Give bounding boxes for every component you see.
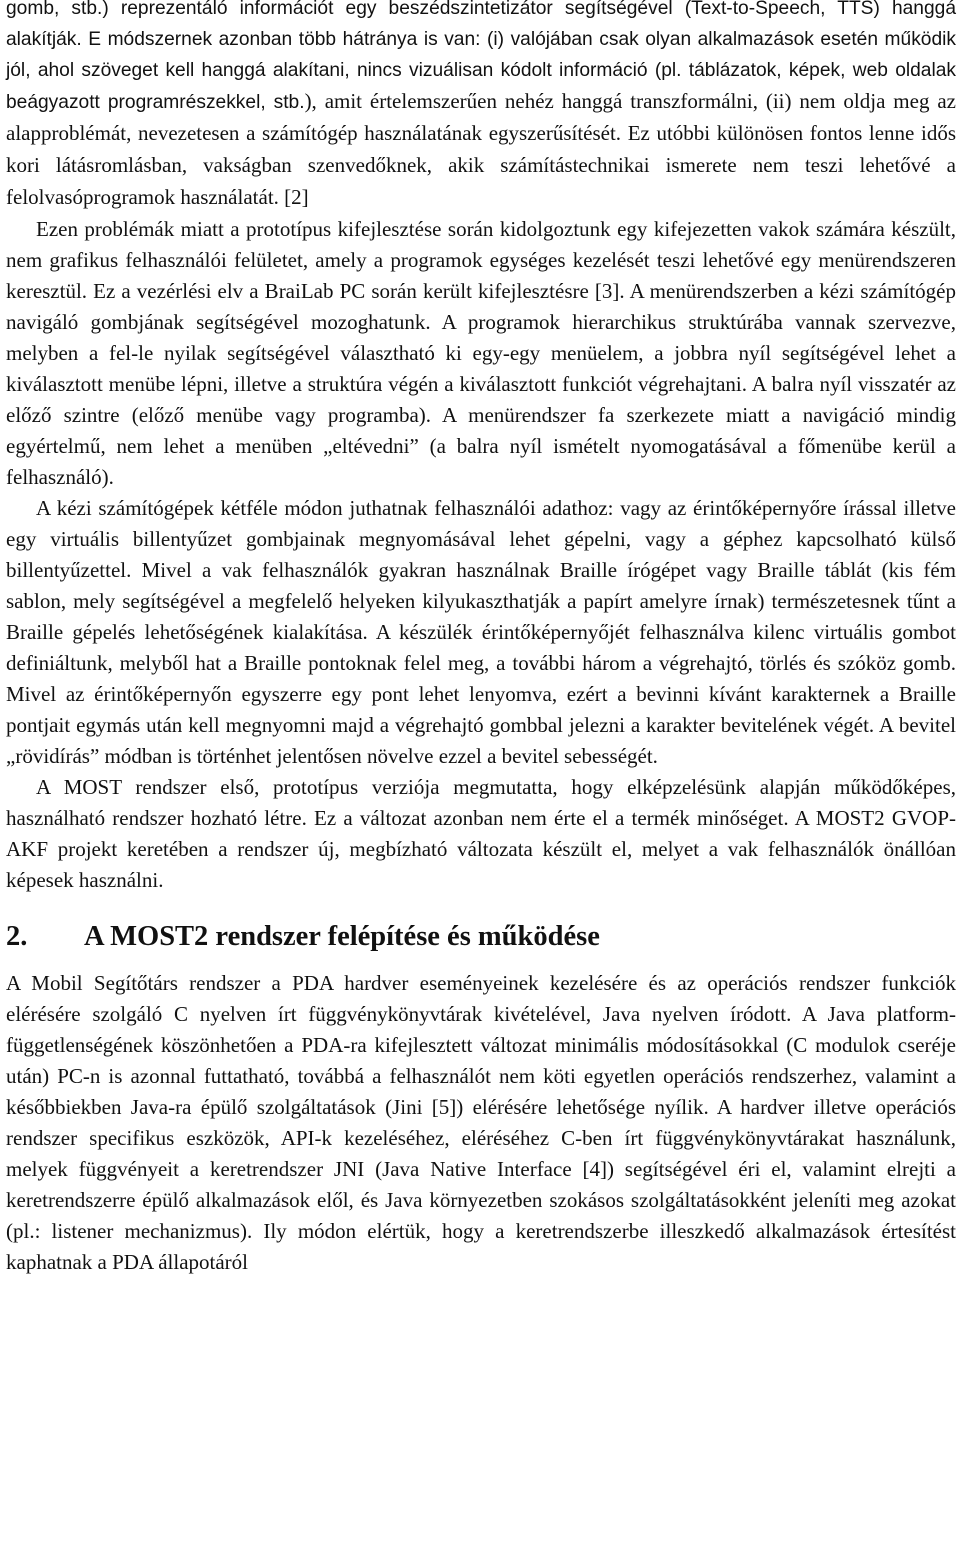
section-heading [6,920,956,954]
section-number: 2. [6,921,28,952]
paragraph-tts-drawbacks-part-2: ), amit értelemszerűen nehéz hanggá transzformálni, (ii) nem oldja meg az alapproblémát, nevezetesen a számítógép használatának egyszerűsítését. [6,89,956,145]
paragraph-tts-drawbacks-part-1: gomb, stb.) reprezentáló információt egy beszédszintetizátor segítségével (Text-to-Speech, TTS) hanggá alakítják. E módszernek azonban több hátránya is van: (i) valójában csak olyan alkalmazások esetén működik jól, ahol szöveget kell hanggá alakítani, nincs vizuálisan kódolt információ (pl. táblázatok, képek, web oldalak beágyazott programrészekkel, stb. [6,0,956,113]
paragraph-tts-drawbacks-part-3: Ez utóbbi különösen fontos lenne idős kori látásromlásban, vakságban szenvedőknek, akik számítástechnikai ismerete nem teszi lehetővé a felolvasóprogramok használatát. [2] [6,121,956,209]
paragraph-most-prototype: A MOST rendszer első, prototípus verziója megmutatta, hogy elképzelésünk alapján működőképes, használható rendszer hozható létre. Ez a változat azonban nem érte el a termék minőséget. A MOST2 GVOP-AKF projekt keretében a rendszer új, megbízható változata készült el, melyet a vak felhasználók önállóan képesek használni. [6,775,956,892]
paragraph-braille-input: A kézi számítógépek kétféle módon juthatnak felhasználói adathoz: vagy az érintőképernyőre írással illetve egy virtuális billentyűzet gombjainak megnyomásával lehet gépelni, vagy a géphez kapcsolható külső billentyűzettel. Mivel a vak felhasználók gyakran használnak Braille írógépet vagy Braille táblát (kis fém sablon, mely segítségével a megfelelő helyeken kilyukaszthatják a papírt amelyre írnak) természetesnek tűnt a Braille gépelés lehetőségének kialakítása. A készülék érintőképernyőjét felhasználva kilenc virtuális gombot definiáltunk, melyből hat a Braille pontoknak felel meg, a további három a végrehajtó, törlés és szóköz gomb. Mivel az érintőképernyőn egyszerre egy pont lehet lenyomva, ezért a bevinni kívánt karakternek a Braille pontjait egymás után kell megnyomni majd a végrehajtó gombbal jelezni a karakter bevitelének végét. A bevitel „rövidírás” módban is történhet jelentősen növelve ezzel a bevitel sebességét. [6,496,956,768]
paragraph-menu-system: Ezen problémák miatt a prototípus kifejlesztése során kidolgoztunk egy kifejezetten vakok számára készült, nem grafikus felhasználói felületet, amely a programok egységes kezelését teszi lehetővé egy menürendszeren keresztül. Ez a vezérlési elv a BraiLab PC során került kifejlesztésre [3]. A menürendszerben a kézi számítógép navigáló gombjának segítségével mozoghatunk. A programok hierarchikus struktúrába vannak szervezve, melyben a fel-le nyilak segítségével választható ki egy-egy menüelem, a jobbra nyíl segítségével lehet a kiválasztott menübe lépni, illetve a struktúra végén a kiválasztott funkciót végrehajtani. A balra nyíl visszatér az előző szintre (előző menübe vagy programba). A menürendszer fa szerkezete miatt a navigáció mindig egyértelmű, nem lehet a menüben „eltévedni” (a balra nyíl ismételt nyomogatásával a főmenübe kerül a felhasználó). [6,217,956,489]
paragraph-architecture: A Mobil Segítőtárs rendszer a PDA hardver eseményeinek kezelésére és az operációs rendszer funkciók elérésére szolgáló C nyelven írt függvénykönyvtárak kivételével, Java nyelven íródott. A Java platform-függetlenségének köszönhetően a PDA-ra kifejlesztett változat minimális módosításokkal (C modulok cseréje után) PC-n is azonnal futtatható, továbbá a felhasználót nem köti egyetlen operációs rendszerhez, valamint a későbbiekben Java-ra épülő szolgáltatások (Jini [5]) elérésére lehetősége nyílik. A hardver illetve operációs rendszer specifikus eszközök, API-k kezeléséhez, eléréséhez C-ben írt függvénykönyvtárakat használunk, melyek függvényeit a keretrendszer JNI (Java Native Interface [4]) segítségével éri el, valamint elrejti a keretrendszerre épülő alkalmazások elől, és Java környezetben szokásos szolgáltatásokként jeleníti meg azokat (pl.: listener mechanizmus). Ily módon elértük, hogy a keretrendszerbe illeszkedő alkalmazások értesítést kaphatnak a PDA állapotáról [6,971,956,1274]
document-page [6,0,956,1278]
paragraph-tts-drawbacks [6,0,956,214]
section-title: A MOST2 rendszer felépítése és működése [84,921,600,952]
